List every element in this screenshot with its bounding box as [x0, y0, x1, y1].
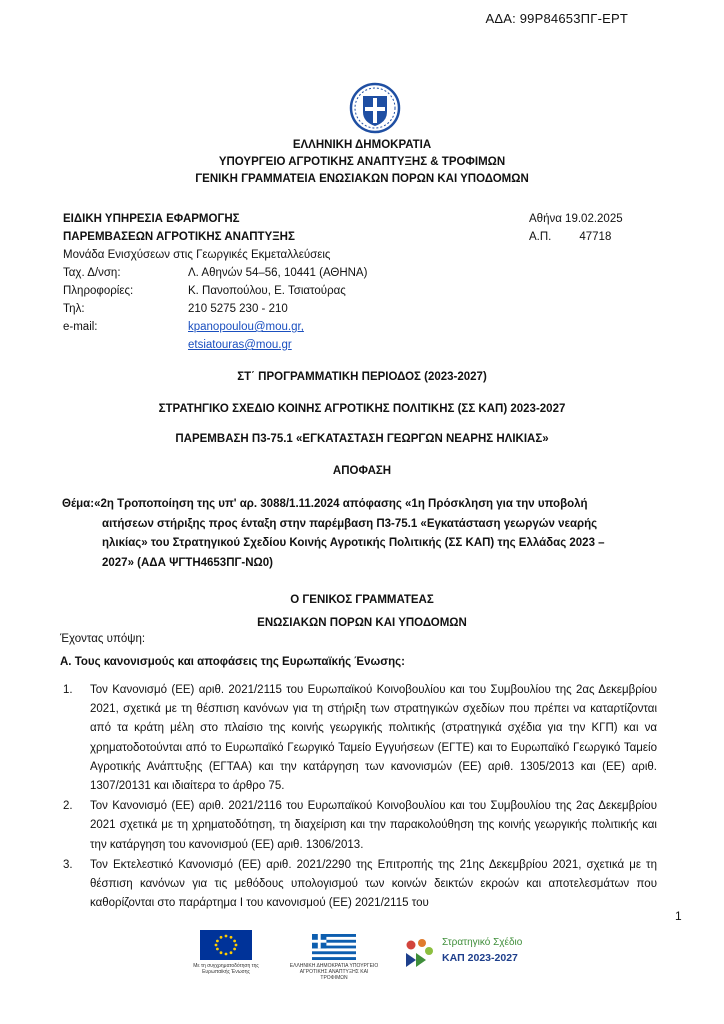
authority-line-1: Ο ΓΕΝΙΚΟΣ ΓΡΑΜΜΑΤΕΑΣ — [290, 594, 434, 606]
email-row — [63, 318, 330, 336]
email-label: e-mail: — [63, 321, 98, 333]
email-link-2[interactable]: etsiatouras@mou.gr — [188, 339, 292, 351]
list-item-number: 3. — [63, 858, 73, 871]
date-protocol-block — [529, 210, 623, 246]
document-date: Αθήνα 19.02.2025 — [529, 213, 623, 225]
regulations-list — [63, 681, 657, 914]
list-item-number: 1. — [63, 684, 73, 696]
subject-label: Θέμα: — [62, 498, 95, 510]
info-row — [63, 282, 346, 300]
subject-line-1: «2η Τροποποίηση της υπ' αρ. 3088/1.11.2024 απόφασης «1η Πρόσκληση για την υποβολή — [94, 498, 588, 510]
authority-line-2: ΕΝΩΣΙΑΚΩΝ ΠΟΡΩΝ ΚΑΙ ΥΠΟΔΟΜΩΝ — [257, 617, 467, 629]
eu-flag-icon — [200, 930, 252, 960]
kap-logo-icon — [402, 936, 436, 970]
email-link-1[interactable]: kpanopoulou@mou.gr, — [188, 321, 304, 333]
protocol-row — [529, 228, 623, 246]
list-item — [63, 681, 657, 796]
sender-block — [63, 210, 368, 354]
kap-line-1: Στρατηγικό Σχέδιο — [442, 937, 523, 948]
protocol-number: 47718 — [579, 231, 612, 243]
phone-label: Τηλ: — [63, 303, 85, 315]
period-title: ΣΤ΄ ΠΡΟΓΡΑΜΜΑΤΙΚΗ ΠΕΡΙΟΔΟΣ (2023-2027) — [237, 371, 487, 383]
sender-line-1: ΕΙΔΙΚΗ ΥΠΗΡΕΣΙΑ ΕΦΑΡΜΟΓΗΣ — [63, 213, 240, 225]
subject-line-3: ηλικίας» του Στρατηγικού Σχεδίου Κοινής Αγροτικής Πολιτικής (ΣΣ ΚΑΠ) της Ελλάδας 2023 – — [102, 537, 605, 549]
greek-flag-icon — [312, 934, 356, 960]
greek-emblem-icon — [349, 82, 401, 134]
email-row-2 — [63, 336, 330, 354]
intervention-title: ΠΑΡΕΜΒΑΣΗ Π3-75.1 «ΕΓΚΑΤΑΣΤΑΣΗ ΓΕΩΡΓΩΝ ΝΕΑΡΗΣ ΗΛΙΚΙΑΣ» — [175, 433, 549, 445]
kap-line-2: ΚΑΠ 2023-2027 — [442, 952, 518, 964]
address-label: Ταχ. Δ/νση: — [63, 267, 121, 279]
list-item — [63, 856, 657, 914]
page-number: 1 — [675, 909, 682, 923]
list-item-text: Τον Κανονισμό (ΕΕ) αριθ. 2021/2116 του Ευρωπαϊκού Κοινοβουλίου και του Συμβουλίου της 2ας Δεκεμβρίου 2021 σχετικά με τη χρηματοδότηση, τη διαχείριση και την παρακολούθηση της κοινής γεωργικής πολιτικής και την κατάργηση του κανονισμού (ΕΕ) αριθ. 1306/2013. — [90, 800, 657, 851]
phone-value: 210 5275 230 - 210 — [188, 303, 288, 315]
considering-heading: Έχοντας υπόψη: — [60, 633, 146, 645]
eu-caption: Με τη συγχρηματοδότηση της Ευρωπαϊκής Ένωσης — [193, 963, 259, 975]
greek-ministry-caption: ΕΛΛΗΝΙΚΗ ΔΗΜΟΚΡΑΤΙΑ ΥΠΟΥΡΓΕΙΟ ΑΓΡΟΤΙΚΗΣ ΑΝΑΠΤΥΞΗΣ ΚΑΙ ΤΡΟΦΙΜΩΝ — [289, 963, 379, 981]
header-line-2: ΥΠΟΥΡΓΕΙΟ ΑΓΡΟΤΙΚΗΣ ΑΝΑΠΤΥΞΗΣ & ΤΡΟΦΙΜΩΝ — [218, 156, 506, 168]
section-a-heading: Α. Τους κανονισμούς και αποφάσεις της Ευρωπαϊκής Ένωσης: — [60, 656, 405, 668]
list-item — [63, 797, 657, 855]
address-value: Λ. Αθηνών 54–56, 10441 (ΑΘΗΝΑ) — [188, 267, 368, 279]
address-row — [63, 264, 368, 282]
ministry-header — [0, 137, 724, 188]
sender-line-2: ΠΑΡΕΜΒΑΣΕΩΝ ΑΓΡΟΤΙΚΗΣ ΑΝΑΠΤΥΞΗΣ — [63, 231, 295, 243]
ada-code: ΑΔΑ: 99Ρ84653ΠΓ-ΕΡΤ — [485, 11, 628, 26]
list-item-number: 2. — [63, 800, 73, 813]
list-item-text: Τον Εκτελεστικό Κανονισμό (ΕΕ) αριθ. 2021/2290 της Επιτροπής της 21ης Δεκεμβρίου 2021, σχετικά με τη θέσπιση κανόνων για τις μεθόδους υπολογισμού των κοινών δεικτών εκροών και αποτελεσμάτων που καθορίζονται στο παράρτημα Ι του κανονισμού (ΕΕ) 2021/2115 του — [90, 858, 657, 910]
protocol-label: Α.Π. — [529, 231, 552, 243]
list-item-text: Τον Κανονισμό (ΕΕ) αριθ. 2021/2115 του Ευρωπαϊκού Κοινοβουλίου και του Συμβουλίου της 2ας Δεκεμβρίου 2021, σχετικά με τη θέσπιση κανόνων για τη στήριξη των στρατηγικών σχεδίων που πρέπει να καταρτίζονται από τα κράτη μέλη στο πλαίσιο της κοινής γεωργικής πολιτικής (στρατηγικά σχέδια για την ΚΓΠ) και να χρηματοδοτούνται από το Ευρωπαϊκό Γεωργικό Ταμείο Εγγυήσεων (ΕΓΤΕ) και το Ευρωπαϊκό Γεωργικό Ταμείο Αγροτικής Ανάπτυξης (ΕΓΤΑΑ) και την κατάργηση των κανονισμών (ΕΕ) αριθ. 1305/2013 και (ΕΕ) αριθ. 1307/20131 και ιδιαίτερα το άρθρο 75. — [90, 684, 657, 793]
plan-title: ΣΤΡΑΤΗΓΙΚΟ ΣΧΕΔΙΟ ΚΟΙΝΗΣ ΑΓΡΟΤΙΚΗΣ ΠΟΛΙΤΙΚΗΣ (ΣΣ ΚΑΠ) 2023-2027 — [158, 403, 566, 415]
subject-line-4: 2027» (ΑΔΑ ΨΓΤΗ4653ΠΓ-ΝΩ0) — [102, 556, 274, 569]
info-label: Πληροφορίες: — [63, 285, 134, 297]
header-line-3: ΓΕΝΙΚΗ ΓΡΑΜΜΑΤΕΙΑ ΕΝΩΣΙΑΚΩΝ ΠΟΡΩΝ ΚΑΙ ΥΠΟΔΟΜΩΝ — [195, 173, 529, 185]
subject-paragraph — [62, 495, 656, 573]
header-line-1: ΕΛΛΗΝΙΚΗ ΔΗΜΟΚΡΑΤΙΑ — [292, 139, 432, 151]
phone-row — [63, 300, 330, 318]
subject-line-2: αιτήσεων στήριξης προς ένταξη στην παρέμβαση Π3-75.1 «Εγκατάσταση γεωργών νεαρής — [102, 517, 598, 530]
footer-logos — [0, 928, 724, 988]
info-value: Κ. Πανοπούλου, Ε. Τσιατούρας — [188, 285, 346, 297]
sender-line-3: Μονάδα Ενισχύσεων στις Γεωργικές Εκμεταλλεύσεις — [63, 249, 331, 261]
decision-title: ΑΠΟΦΑΣΗ — [332, 465, 392, 477]
